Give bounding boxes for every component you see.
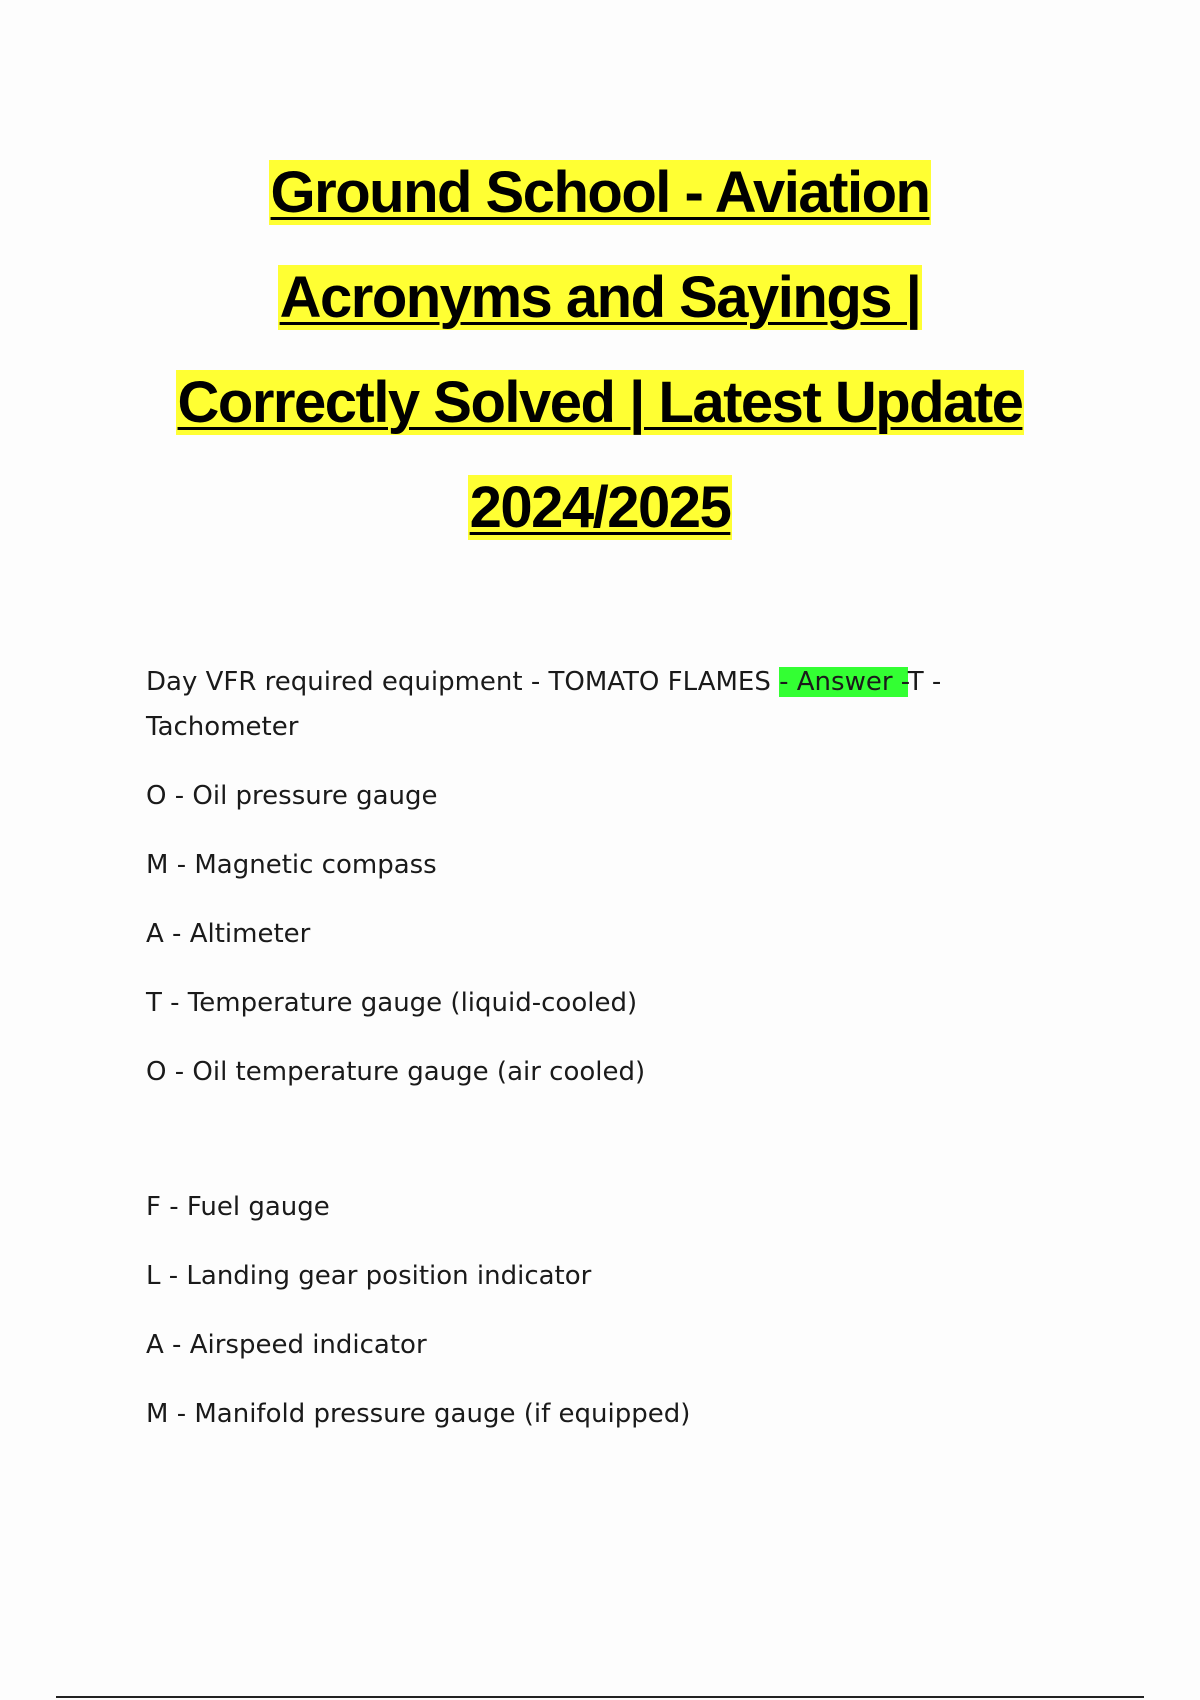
document-body xyxy=(146,660,1046,1437)
spacer xyxy=(146,1299,1046,1323)
question-tail: T - xyxy=(907,667,942,697)
list-item: F - Fuel gauge xyxy=(146,1192,330,1222)
question-prefix: Day VFR required equipment - TOMATO FLAMES xyxy=(146,667,780,697)
list-item: M - Manifold pressure gauge (if equipped) xyxy=(146,1399,691,1429)
spacer xyxy=(146,1368,1046,1392)
question-line xyxy=(146,660,1046,705)
question-continuation: Tachometer xyxy=(146,712,299,742)
list-item: A - Airspeed indicator xyxy=(146,1330,427,1360)
document-title xyxy=(100,140,1100,560)
spacer xyxy=(146,957,1046,981)
footer-divider xyxy=(56,1696,1144,1698)
list-item: O - Oil temperature gauge (air cooled) xyxy=(146,1057,646,1087)
spacer xyxy=(146,1095,1046,1185)
title-line-1: Ground School - Aviation xyxy=(270,160,930,225)
spacer xyxy=(146,1026,1046,1050)
spacer xyxy=(146,819,1046,843)
list-item: M - Magnetic compass xyxy=(146,850,437,880)
spacer xyxy=(146,888,1046,912)
title-line-2: Acronyms and Sayings | xyxy=(279,265,921,330)
acronym-list-2 xyxy=(146,1185,1046,1437)
list-item: O - Oil pressure gauge xyxy=(146,781,438,811)
title-line-4: 2024/2025 xyxy=(469,475,731,540)
spacer xyxy=(146,750,1046,774)
list-item: L - Landing gear position indicator xyxy=(146,1261,592,1291)
spacer xyxy=(146,1230,1046,1254)
list-item: T - Temperature gauge (liquid-cooled) xyxy=(146,988,638,1018)
list-item: A - Altimeter xyxy=(146,919,311,949)
acronym-list-1 xyxy=(146,774,1046,1095)
answer-marker: - Answer - xyxy=(779,667,908,697)
title-line-3: Correctly Solved | Latest Update xyxy=(177,370,1023,435)
